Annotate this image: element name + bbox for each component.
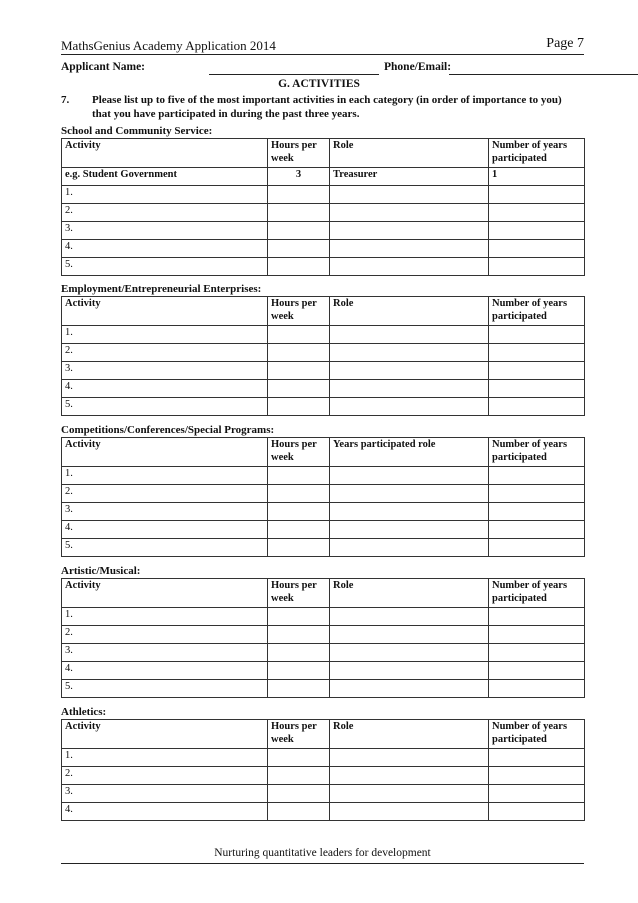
row-number[interactable]: 5. bbox=[62, 398, 268, 416]
input-cell[interactable] bbox=[268, 803, 330, 821]
input-cell[interactable] bbox=[489, 240, 585, 258]
input-cell[interactable] bbox=[330, 326, 489, 344]
input-cell[interactable] bbox=[489, 539, 585, 557]
input-cell[interactable] bbox=[489, 258, 585, 276]
column-header: Number of years participated bbox=[489, 579, 585, 608]
row-number[interactable]: 5. bbox=[62, 680, 268, 698]
category-section bbox=[61, 423, 584, 557]
input-cell[interactable] bbox=[268, 539, 330, 557]
column-header: Activity bbox=[62, 579, 268, 608]
input-cell[interactable] bbox=[268, 644, 330, 662]
input-cell[interactable] bbox=[268, 186, 330, 204]
example-cell: 1 bbox=[489, 168, 585, 186]
input-cell[interactable] bbox=[330, 749, 489, 767]
input-cell[interactable] bbox=[330, 503, 489, 521]
table-header-row bbox=[62, 438, 585, 467]
page-number: Page 7 bbox=[546, 36, 584, 51]
applicant-name-field[interactable] bbox=[209, 74, 379, 75]
input-cell[interactable] bbox=[268, 608, 330, 626]
section-title: G. ACTIVITIES bbox=[278, 78, 360, 90]
phone-email-label: Phone/Email: bbox=[384, 61, 452, 73]
row-number[interactable]: 4. bbox=[62, 240, 268, 258]
activities-table bbox=[61, 578, 585, 698]
input-cell[interactable] bbox=[330, 240, 489, 258]
column-header: Number of years participated bbox=[489, 139, 585, 168]
column-header: Role bbox=[330, 139, 489, 168]
input-cell[interactable] bbox=[268, 204, 330, 222]
input-cell[interactable] bbox=[268, 662, 330, 680]
instruction-number: 7. bbox=[61, 94, 70, 106]
table-row bbox=[62, 344, 585, 362]
input-cell[interactable] bbox=[489, 398, 585, 416]
table-header-row bbox=[62, 297, 585, 326]
input-cell[interactable] bbox=[330, 626, 489, 644]
table-row bbox=[62, 186, 585, 204]
column-header: Hours per week bbox=[268, 438, 330, 467]
phone-email-field[interactable] bbox=[449, 74, 638, 75]
column-header: Activity bbox=[62, 720, 268, 749]
row-number[interactable]: 2. bbox=[62, 344, 268, 362]
input-cell[interactable] bbox=[330, 222, 489, 240]
input-cell[interactable] bbox=[268, 398, 330, 416]
input-cell[interactable] bbox=[330, 186, 489, 204]
input-cell[interactable] bbox=[489, 785, 585, 803]
instruction-text: Please list up to five of the most important activities in each category (in order of importance to you) that you have participated in during the past three years. bbox=[92, 94, 562, 120]
row-number[interactable]: 2. bbox=[62, 485, 268, 503]
table-header-row bbox=[62, 139, 585, 168]
input-cell[interactable] bbox=[330, 644, 489, 662]
activities-table bbox=[61, 437, 585, 557]
category-section bbox=[61, 705, 584, 821]
example-cell: Treasurer bbox=[330, 168, 489, 186]
input-cell[interactable] bbox=[268, 485, 330, 503]
row-number[interactable]: 2. bbox=[62, 767, 268, 785]
activities-table bbox=[61, 719, 585, 821]
input-cell[interactable] bbox=[330, 767, 489, 785]
row-number[interactable]: 4. bbox=[62, 380, 268, 398]
table-row bbox=[62, 662, 585, 680]
category-title: Employment/Entrepreneurial Enterprises: bbox=[61, 283, 262, 295]
row-number[interactable]: 5. bbox=[62, 258, 268, 276]
input-cell[interactable] bbox=[489, 680, 585, 698]
column-header: Hours per week bbox=[268, 139, 330, 168]
input-cell[interactable] bbox=[489, 644, 585, 662]
page-header bbox=[61, 36, 584, 55]
table-row bbox=[62, 785, 585, 803]
input-cell[interactable] bbox=[489, 380, 585, 398]
input-cell[interactable] bbox=[330, 521, 489, 539]
input-cell[interactable] bbox=[489, 521, 585, 539]
input-cell[interactable] bbox=[489, 222, 585, 240]
footer-text: Nurturing quantitative leaders for development bbox=[214, 847, 431, 859]
input-cell[interactable] bbox=[268, 326, 330, 344]
category-section bbox=[61, 564, 584, 698]
example-row bbox=[62, 168, 585, 186]
input-cell[interactable] bbox=[489, 749, 585, 767]
input-cell[interactable] bbox=[330, 680, 489, 698]
table-row bbox=[62, 503, 585, 521]
column-header: Role bbox=[330, 297, 489, 326]
row-number[interactable]: 4. bbox=[62, 662, 268, 680]
column-header: Activity bbox=[62, 438, 268, 467]
document-title: MathsGenius Academy Application 2014 bbox=[61, 38, 276, 53]
row-number[interactable]: 1. bbox=[62, 608, 268, 626]
input-cell[interactable] bbox=[268, 626, 330, 644]
input-cell[interactable] bbox=[489, 362, 585, 380]
input-cell[interactable] bbox=[268, 258, 330, 276]
input-cell[interactable] bbox=[330, 485, 489, 503]
example-cell: 3 bbox=[268, 168, 330, 186]
column-header: Years participated role bbox=[330, 438, 489, 467]
category-title: Athletics: bbox=[61, 706, 107, 718]
column-header: Number of years participated bbox=[489, 720, 585, 749]
table-row bbox=[62, 767, 585, 785]
column-header: Hours per week bbox=[268, 297, 330, 326]
applicant-name-label: Applicant Name: bbox=[61, 61, 146, 73]
table-header-row bbox=[62, 720, 585, 749]
example-cell: e.g. Student Government bbox=[62, 168, 268, 186]
table-header-row bbox=[62, 579, 585, 608]
table-row bbox=[62, 258, 585, 276]
input-cell[interactable] bbox=[330, 344, 489, 362]
input-cell[interactable] bbox=[268, 362, 330, 380]
category-title: Competitions/Conferences/Special Programs: bbox=[61, 424, 275, 436]
row-number[interactable]: 4. bbox=[62, 521, 268, 539]
table-row bbox=[62, 644, 585, 662]
input-cell[interactable] bbox=[268, 521, 330, 539]
column-header: Activity bbox=[62, 297, 268, 326]
row-number[interactable]: 3. bbox=[62, 503, 268, 521]
input-cell[interactable] bbox=[330, 467, 489, 485]
table-row bbox=[62, 222, 585, 240]
row-number[interactable]: 3. bbox=[62, 222, 268, 240]
activities-table bbox=[61, 296, 585, 416]
input-cell[interactable] bbox=[268, 749, 330, 767]
input-cell[interactable] bbox=[489, 608, 585, 626]
row-number[interactable]: 3. bbox=[62, 362, 268, 380]
applicant-line bbox=[61, 59, 584, 75]
input-cell[interactable] bbox=[330, 258, 489, 276]
input-cell[interactable] bbox=[330, 803, 489, 821]
table-row bbox=[62, 204, 585, 222]
row-number[interactable]: 2. bbox=[62, 626, 268, 644]
input-cell[interactable] bbox=[268, 785, 330, 803]
input-cell[interactable] bbox=[489, 344, 585, 362]
row-number[interactable]: 1. bbox=[62, 467, 268, 485]
input-cell[interactable] bbox=[489, 662, 585, 680]
table-row bbox=[62, 749, 585, 767]
category-section bbox=[61, 124, 584, 276]
table-row bbox=[62, 539, 585, 557]
input-cell[interactable] bbox=[330, 662, 489, 680]
table-row bbox=[62, 803, 585, 821]
row-number[interactable]: 5. bbox=[62, 539, 268, 557]
column-header: Hours per week bbox=[268, 720, 330, 749]
table-row bbox=[62, 608, 585, 626]
input-cell[interactable] bbox=[489, 467, 585, 485]
input-cell[interactable] bbox=[489, 204, 585, 222]
row-number[interactable]: 2. bbox=[62, 204, 268, 222]
table-row bbox=[62, 398, 585, 416]
column-header: Number of years participated bbox=[489, 297, 585, 326]
input-cell[interactable] bbox=[489, 503, 585, 521]
column-header: Activity bbox=[62, 139, 268, 168]
input-cell[interactable] bbox=[489, 186, 585, 204]
input-cell[interactable] bbox=[489, 626, 585, 644]
input-cell[interactable] bbox=[268, 767, 330, 785]
input-cell[interactable] bbox=[268, 467, 330, 485]
table-row bbox=[62, 680, 585, 698]
input-cell[interactable] bbox=[268, 380, 330, 398]
table-row bbox=[62, 485, 585, 503]
row-number[interactable]: 1. bbox=[62, 186, 268, 204]
row-number[interactable]: 1. bbox=[62, 326, 268, 344]
category-title: School and Community Service: bbox=[61, 125, 213, 137]
input-cell[interactable] bbox=[268, 240, 330, 258]
column-header: Role bbox=[330, 579, 489, 608]
table-row bbox=[62, 467, 585, 485]
page-footer bbox=[61, 847, 584, 864]
category-title: Artistic/Musical: bbox=[61, 565, 141, 577]
row-number[interactable]: 1. bbox=[62, 749, 268, 767]
column-header: Role bbox=[330, 720, 489, 749]
input-cell[interactable] bbox=[268, 680, 330, 698]
activities-table bbox=[61, 138, 585, 276]
input-cell[interactable] bbox=[489, 767, 585, 785]
column-header: Number of years participated bbox=[489, 438, 585, 467]
input-cell[interactable] bbox=[330, 398, 489, 416]
input-cell[interactable] bbox=[489, 803, 585, 821]
column-header: Hours per week bbox=[268, 579, 330, 608]
row-number[interactable]: 3. bbox=[62, 785, 268, 803]
table-row bbox=[62, 240, 585, 258]
row-number[interactable]: 3. bbox=[62, 644, 268, 662]
table-row bbox=[62, 380, 585, 398]
table-row bbox=[62, 626, 585, 644]
input-cell[interactable] bbox=[489, 485, 585, 503]
input-cell[interactable] bbox=[268, 222, 330, 240]
input-cell[interactable] bbox=[330, 362, 489, 380]
input-cell[interactable] bbox=[330, 608, 489, 626]
input-cell[interactable] bbox=[330, 785, 489, 803]
table-row bbox=[62, 326, 585, 344]
input-cell[interactable] bbox=[330, 539, 489, 557]
input-cell[interactable] bbox=[268, 503, 330, 521]
input-cell[interactable] bbox=[330, 380, 489, 398]
input-cell[interactable] bbox=[489, 326, 585, 344]
table-row bbox=[62, 521, 585, 539]
row-number[interactable]: 4. bbox=[62, 803, 268, 821]
category-section bbox=[61, 282, 584, 416]
input-cell[interactable] bbox=[268, 344, 330, 362]
input-cell[interactable] bbox=[330, 204, 489, 222]
table-row bbox=[62, 362, 585, 380]
